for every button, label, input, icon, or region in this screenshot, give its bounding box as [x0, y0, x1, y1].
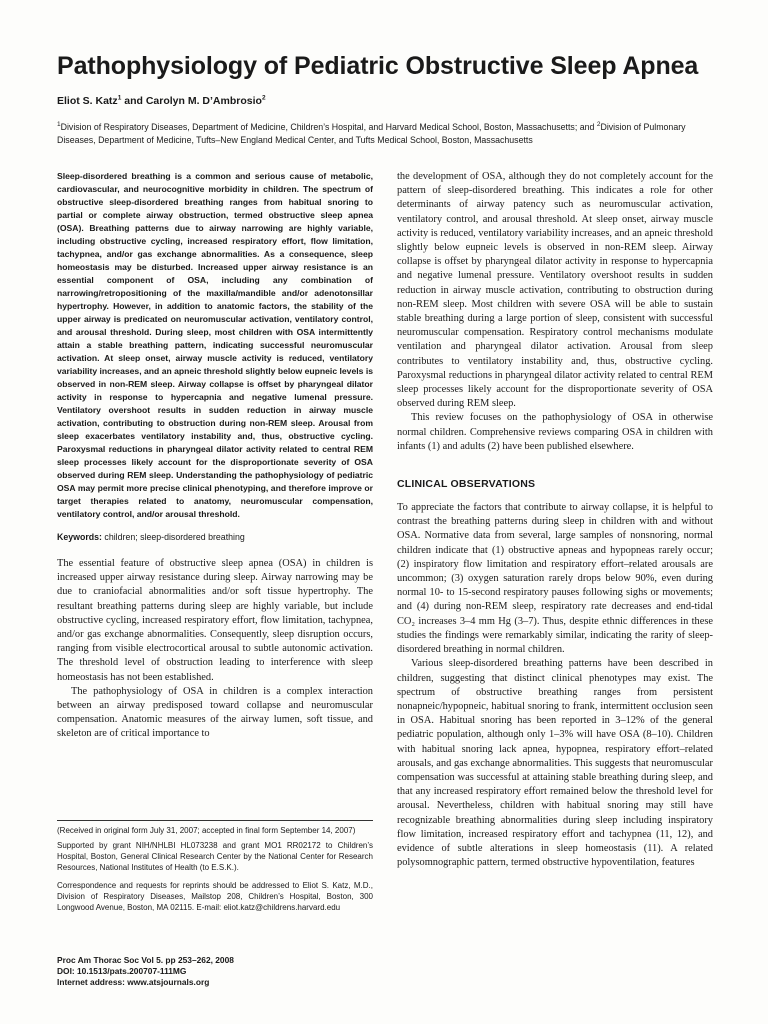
journal-citation: Proc Am Thorac Soc Vol 5. pp 253–262, 2008: [57, 955, 234, 965]
footnote-divider: [57, 820, 373, 821]
author-name: Eliot S. Katz: [57, 95, 118, 107]
body-paragraph: To appreciate the factors that contribute to airway collapse, it is helpful to contrast the breathing patterns during sleep in children with and without OSA. Normative data from several, large samples of nonsnoring, normal children indicate that (1) obstructive apneas and hypopneas rarely occur; (2) inspiratory flow limitation and respiratory effort–related arousals are uncommon; (3) oxygen saturation rarely drops below 90%, even during normal 10- to 15-second respiratory pauses following sighs or movements; and (4) during non-REM sleep, respiratory rate decreases and end-tidal CO₂ increases 3–4 mm Hg (3–7). Thus, despite ethnic differences in these studies the findings were remarkably similar, indicating the rarity of sleep-disordered breathing in normal children.: [397, 502, 713, 656]
author-superscript: 2: [261, 94, 266, 102]
body-paragraph: Various sleep-disordered breathing patterns have been described in children, suggesting that distinct clinical phenotypes may exist. The spectrum of obstructive breathing ranges from persistent nonapneic/hypopneic, habitual snoring to frank, intermittent occlusion seen in OSA. Habitual snoring has been reported in 3–12% of the general pediatric population, although only 1–3% will have OSA (8–10). Children with habitual snoring lack apnea, hypopnea, respiratory effort–related arousals, and gas exchange abnormalities. This suggests that neuromuscular compensation was successful at attaining stable breathing during sleep, and that any increased respiratory effort remained below the threshold level for arousal. Nevertheless, children with habitual snoring may still have recognizable breathing abnormalities during sleep including inspiratory flow limitation, increased respiratory effort and tachypnea (11, 12), and evidence of subtle alterations in sleep homeostasis (11). A related polysomnographic pattern, termed obstructive hypoventilation, features: [397, 658, 713, 869]
footnote-support: Supported by grant NIH/NHLBI HL073238 and grant MO1 RR02172 to Children’s Hospital, Boston, General Clinical Research Center by the National Center for Research Resources, National Institutes of Health (to E.S.K.).: [57, 841, 373, 873]
keywords: [57, 531, 373, 544]
body-paragraph: The pathophysiology of OSA in children is a complex interaction between an airway predisposed toward collapse and neuromuscular compensation. Anatomic measures of the airway lumen, soft tissue, and skeleton are of critical importance to: [57, 685, 373, 740]
affiliation-text: Division of Pulmonary Diseases, Department of Medicine, Tufts–New England Medical Center, and Tufts Medical School, Boston, Massachusetts: [57, 122, 686, 145]
article-title: Pathophysiology of Pediatric Obstructive Sleep Apnea: [57, 52, 699, 80]
author-line: [57, 95, 266, 107]
section-heading: CLINICAL OBSERVATIONS: [397, 478, 536, 491]
abstract: Sleep-disordered breathing is a common and serious cause of metabolic, cardiovascular, and neurocognitive morbidity in children. The spectrum of obstructive sleep-disordered breathing ranges from habitual snoring to partial or complete airway obstruction, termed obstructive sleep apnea (OSA). Breathing patterns due to airway narrowing are highly variable, including obstructive cycling, increased respiratory effort, flow limitation, tachypnea, and/or gas exchange abnormalities. As a consequence, sleep homeostasis may be disturbed. Increased upper airway resistance is an essential component of OSA, including any combination of narrowing/retropositioning of the maxilla/mandible and/or adenotonsillar hypertrophy. However, in addition to anatomic factors, the stability of the upper airway is predicated on neuromuscular activation, ventilatory control, and arousal threshold. During sleep, most children with OSA intermittently attain a stable breathing pattern, indicating successful neuromuscular activation. At sleep onset, airway muscle activity is reduced, ventilatory variability increases, and an apneic threshold slightly below eupneic levels is observed in non-REM sleep. Airway collapse is offset by pharyngeal dilator activity in response to hypercapnia and negative lumenal pressure. Ventilatory overshoot results in sudden reduction in airway muscle activation, contributing to obstruction during non-REM sleep. Arousal from sleep exacerbates ventilatory instability and, thus, obstructive cycling. Paroxysmal reductions in pharyngeal dilator activity related to central REM sleep processes likely account for the disproportionate severity of OSA observed during REM sleep. Understanding the pathophysiology of pediatric OSA may permit more precise clinical phenotyping, and therefore improve or target therapies related to anatomy, neuromuscular compensation, ventilatory control, and/or arousal threshold.: [57, 171, 373, 519]
body-paragraph: This review focuses on the pathophysiology of OSA in otherwise normal children. Comprehensive reviews comparing OSA in children with infants (1) and adults (2) have been published elsewhere.: [397, 412, 713, 452]
footnote-correspondence: Correspondence and requests for reprints should be addressed to Eliot S. Katz, M.D., Division of Respiratory Diseases, Mailstop 208, Children’s Hospital, Boston, 300 Longwood Avenue, Boston, MA 02115. E-mail: eliot.katz@childrens.harvard.edu: [57, 881, 373, 913]
body-paragraph: The essential feature of obstructive sleep apnea (OSA) in children is increased upper airway resistance during sleep. Airway narrowing may be due to craniofacial abnormalities and/or soft tissue hypertrophy. The resultant breathing patterns during sleep are highly variable, but include obstructive cycling, increased respiratory effort, flow limitation, tachypnea, and/or gas exchange abnormalities. Consequently, sleep disruption occurs, ranging from visible electrocortical arousal to subtle autonomic activation. The threshold level of obstruction leading to interference with sleep homeostasis has not been established.: [57, 558, 373, 683]
right-column: [397, 170, 713, 870]
journal-info: [57, 955, 234, 988]
journal-doi: DOI: 10.1513/pats.200707-111MG: [57, 966, 187, 976]
affiliation-superscript: 2: [596, 121, 601, 129]
journal-internet: Internet address: www.atsjournals.org: [57, 977, 210, 987]
affiliations: [57, 121, 717, 147]
footnote-received: (Received in original form July 31, 2007; accepted in final form September 14, 2007): [57, 826, 356, 835]
keywords-text: children; sleep-disordered breathing: [101, 532, 245, 542]
affiliation-text: Division of Respiratory Diseases, Department of Medicine, Children’s Hospital, and Harvard Medical School, Boston, Massachusetts; and: [60, 122, 597, 132]
author-conjunction: and: [124, 95, 143, 107]
affiliation-superscript: 1: [57, 121, 61, 129]
author-name: Carolyn M. D’Ambrosio: [145, 95, 262, 107]
left-column: [57, 170, 373, 742]
author-superscript: 1: [117, 94, 122, 102]
keywords-label: Keywords:: [57, 532, 102, 542]
body-paragraph: the development of OSA, although they do not completely account for the pattern of sleep-disordered breathing. This indicates a role for other determinants of airway patency such as neuromuscular activation, ventilatory control, and arousal threshold. At sleep onset, airway muscle activity is reduced, ventilatory variability increases, and an apneic threshold slightly below eupneic levels is observed in non-REM sleep. Airway collapse is offset by pharyngeal dilator activity in response to hypercapnia and negative lumenal pressure. Ventilatory overshoot results in sudden reduction in airway muscle activation, contributing to obstruction during non-REM sleep. Most children with severe OSA will be able to sustain stable breathing during a large portion of sleep, consistent with successful neuromuscular compensation. Respiratory control mechanisms modulate ventilation and pharyngeal dilator activation. Arousal from sleep contributes to ventilatory instability and, thus, obstructive cycling. Paroxysmal reductions in pharyngeal dilator activity related to central REM sleep processes likely account for the disproportionate severity of OSA observed during REM sleep.: [397, 171, 713, 410]
